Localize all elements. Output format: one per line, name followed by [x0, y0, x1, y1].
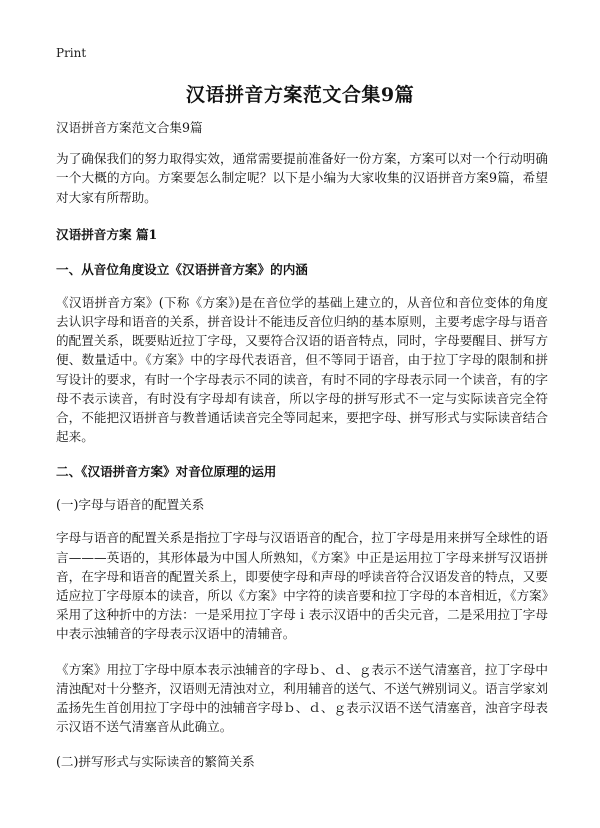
document-body	[56, 118, 548, 785]
sub1-heading: (一)字母与语音的配置关系	[56, 497, 205, 513]
intro-paragraph: 为了确保我们的努力取得实效，通常需要提前准备好一份方案，方案可以对一个行动明确一个大概的方向。方案要怎么制定呢？以下是小编为大家收集的汉语拼音方案9篇，希望对大家有所帮助。	[56, 151, 548, 205]
section1-heading: 一、从音位角度设立《汉语拼音方案》的内涵	[56, 261, 308, 277]
print-label: Print	[56, 46, 87, 60]
sub2-heading: (二)拼写形式与实际读音的繁简关系	[56, 754, 255, 770]
article-heading: 汉语拼音方案 篇1	[56, 226, 158, 242]
document-subtitle: 汉语拼音方案范文合集9篇	[56, 120, 203, 135]
section1-paragraph: 《汉语拼音方案》(下称《方案》)是在音位学的基础上建立的，从音位和音位变体的角度去认识字母和语音的关系，拼音设计不能违反音位归纳的基本原则，主要考虑字母与语音的配置关系，既要贴近拉丁字母，又要符合汉语的语音特点，同时，字母要醒目、拼写方便、数量适中。《方案》中的字母代表语音，但不等同于语音，由于拉丁字母的限制和拼写设计的要求，有时一个字母表示不同的读音，有时不同的字母表示同一个读音，有的字母不表示读音，有时没有字母却有读音，所以字母的拼写形式不一定与实际读音完全符合，不能把汉语拼音与教普通话读音完全等同起来，要把字母、拼写形式与实际读音结合起来。	[56, 294, 548, 445]
document-title: 汉语拼音方案范文合集9篇	[185, 84, 415, 106]
section2-heading: 二、《汉语拼音方案》对音位原理的运用	[56, 464, 277, 480]
sub1-paragraph1: 字母与语音的配置关系是指拉丁字母与汉语语音的配合，拉丁字母是用来拼写全球性的语言———英语的，其形体最为中国人所熟知，《方案》中正是运用拉丁字母来拼写汉语拼音，在字母和语音的配置关系上，即要使字母和声母的呼读音符合汉语发音的特点，又要适应拉丁字母原本的读音，所以《方案》中字符的读音要和拉丁字母的本音相近，《方案》采用了这种折中的方法：一是采用拉丁字母ｉ表示汉语中的舌尖元音，二是采用拉丁字母中表示浊辅音的字母表示汉语中的清辅音。	[56, 530, 548, 642]
sub1-paragraph2: 《方案》用拉丁字母中原本表示浊辅音的字母ｂ、ｄ、ｇ表示不送气清塞音，拉丁字母中清浊配对十分整齐，汉语则无清浊对立，利用辅音的送气、不送气辨别词义。语言学家刘孟扬先生首创用拉丁字母中的浊辅音字母ｂ、ｄ、ｇ表示汉语不送气清塞音，浊音字母表示汉语不送气清塞音从此确立。	[56, 661, 549, 735]
